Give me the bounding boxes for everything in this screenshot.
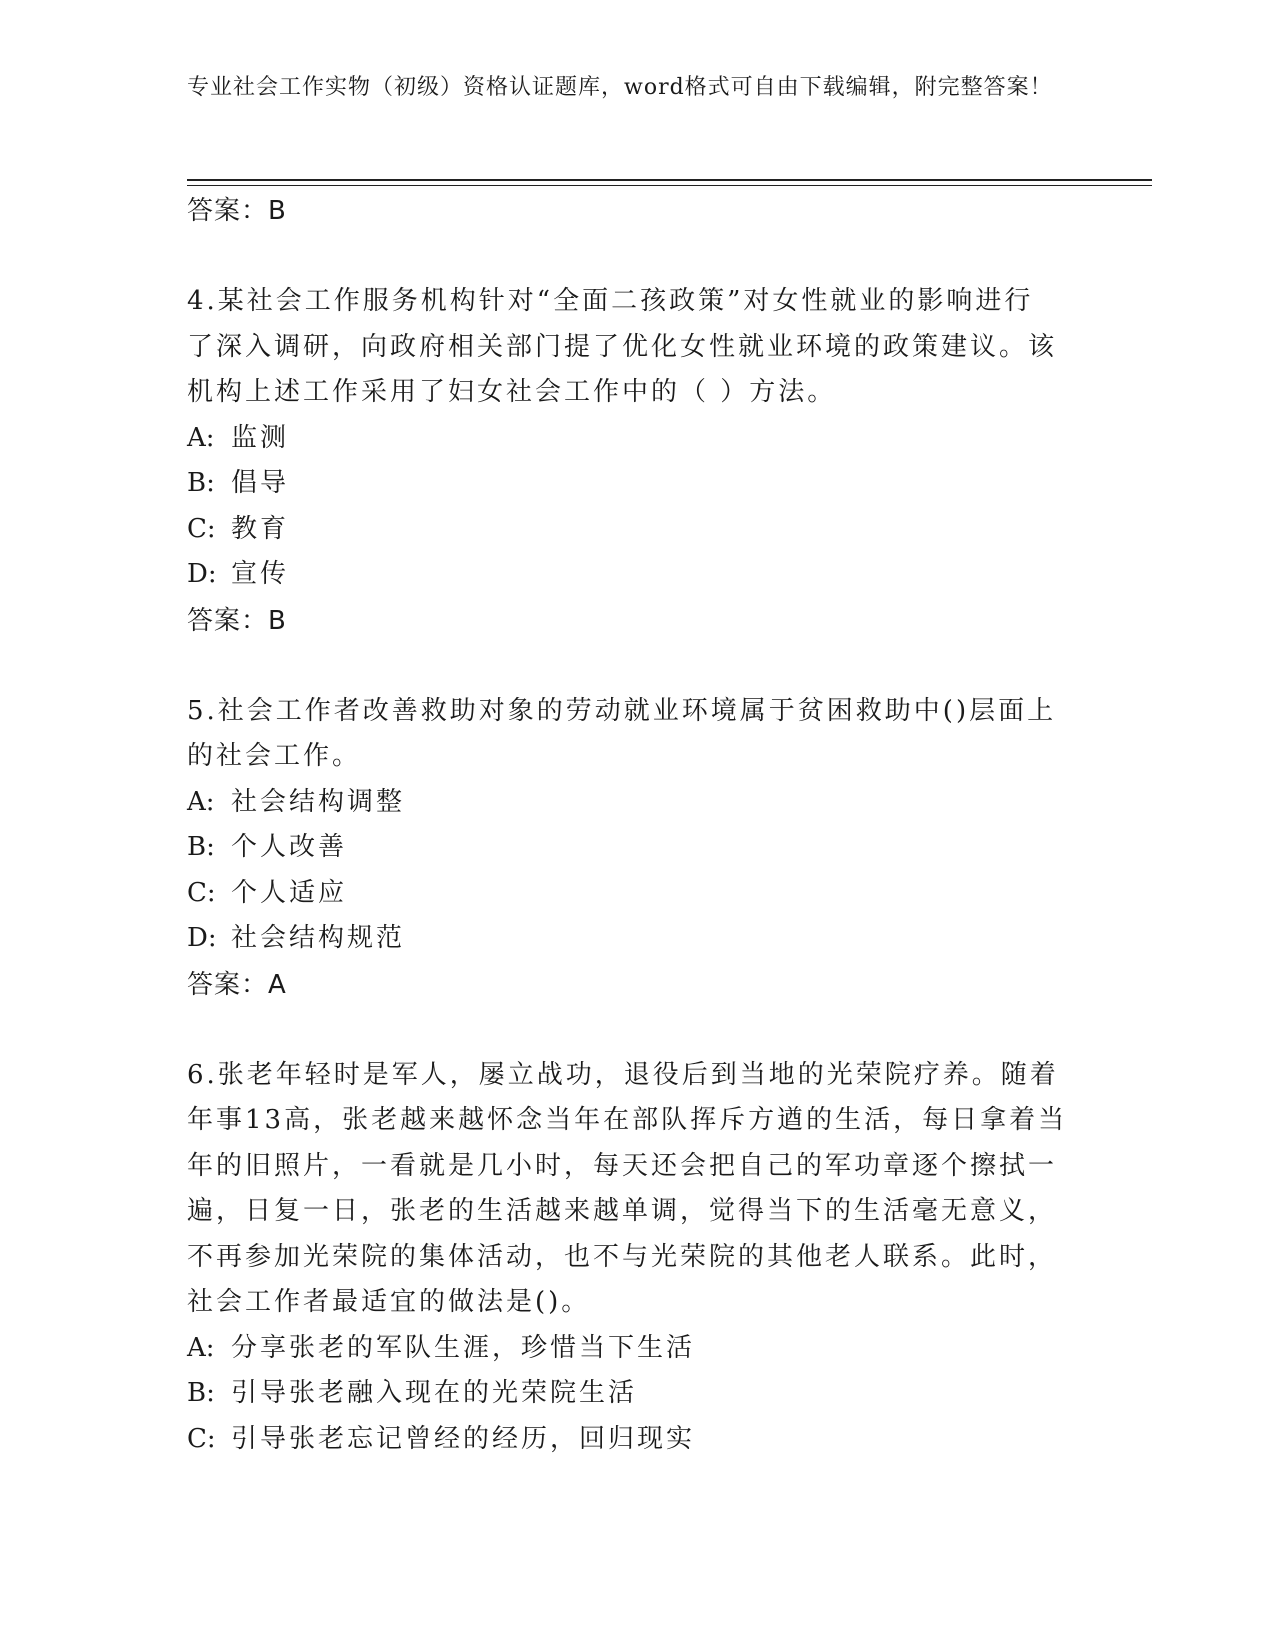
question-line: 5.社会工作者改善救助对象的劳动就业环境属于贫困救助中()层面上 <box>187 695 1057 726</box>
option-text: 个人改善 <box>231 832 348 862</box>
option-letter: A: <box>187 422 215 453</box>
option-b <box>187 825 1087 871</box>
option-letter: B: <box>187 1378 215 1408</box>
option-letter: A: <box>187 1332 215 1363</box>
option-d <box>187 552 1087 598</box>
option-d <box>187 916 1087 962</box>
document-body <box>187 188 1087 1462</box>
question-block <box>187 1053 1087 1463</box>
option-b <box>187 1371 1087 1417</box>
option-a <box>187 780 1087 826</box>
document-header <box>187 72 1087 103</box>
option-letter: D: <box>187 559 217 589</box>
option-c <box>187 871 1087 917</box>
option-letter: B: <box>187 832 215 862</box>
header-rule-thick <box>187 179 1152 181</box>
question-block <box>187 279 1087 644</box>
question-line: 遍，日复一日，张老的生活越来越单调，觉得当下的生活毫无意义， <box>187 1196 1058 1226</box>
question-line: 机构上述工作采用了妇女社会工作中的（ ）方法。 <box>187 377 837 407</box>
question-line: 了深入调研，向政府相关部门提了优化女性就业环境的政策建议。该 <box>187 331 1058 362</box>
option-b <box>187 461 1087 507</box>
option-a <box>187 1326 1087 1372</box>
option-text: 倡导 <box>231 468 290 498</box>
question-line: 4.某社会工作服务机构针对“全面二孩政策”对女性就业的影响进行 <box>187 286 1034 316</box>
option-letter: A: <box>187 786 215 817</box>
option-letter: C: <box>187 1423 216 1454</box>
question-line: 的社会工作。 <box>187 741 362 771</box>
option-text: 教育 <box>231 513 290 544</box>
question-line: 社会工作者最适宜的做法是()。 <box>187 1287 591 1317</box>
header-text: 专业社会工作实物（初级）资格认证题库，word格式可自由下载编辑，附完整答案！ <box>187 75 1053 100</box>
option-a <box>187 416 1087 462</box>
answer-line: 答案：B <box>187 605 287 636</box>
option-text: 分享张老的军队生涯，珍惜当下生活 <box>231 1332 696 1363</box>
option-letter: C: <box>187 513 216 544</box>
question-line: 年事13高，张老越来越怀念当年在部队挥斥方遒的生活，每日拿着当 <box>187 1105 1068 1135</box>
spacer <box>187 1008 1087 1053</box>
answer-line: 答案：A <box>187 969 287 1000</box>
option-letter: D: <box>187 923 217 953</box>
option-text: 个人适应 <box>231 877 348 908</box>
option-text: 监测 <box>231 422 290 453</box>
option-text: 社会结构规范 <box>231 923 406 953</box>
option-text: 引导张老融入现在的光荣院生活 <box>231 1378 638 1408</box>
question-line: 6.张老年轻时是军人，屡立战功，退役后到当地的光荣院疗养。随着 <box>187 1059 1059 1090</box>
question-block <box>187 689 1087 1008</box>
option-text: 社会结构调整 <box>231 786 406 817</box>
option-letter: C: <box>187 877 216 908</box>
spacer <box>187 234 1087 279</box>
spacer <box>187 644 1087 689</box>
header-rule-thin <box>187 185 1152 186</box>
option-c <box>187 1417 1087 1463</box>
option-letter: B: <box>187 468 215 498</box>
option-text: 宣传 <box>231 559 290 589</box>
option-c <box>187 507 1087 553</box>
question-line: 不再参加光荣院的集体活动，也不与光荣院的其他老人联系。此时， <box>187 1241 1058 1272</box>
option-text: 引导张老忘记曾经的经历，回归现实 <box>231 1423 696 1454</box>
question-line: 年的旧照片，一看就是几小时，每天还会把自己的军功章逐个擦拭一 <box>187 1150 1058 1181</box>
answer-line: 答案：B <box>187 196 287 226</box>
